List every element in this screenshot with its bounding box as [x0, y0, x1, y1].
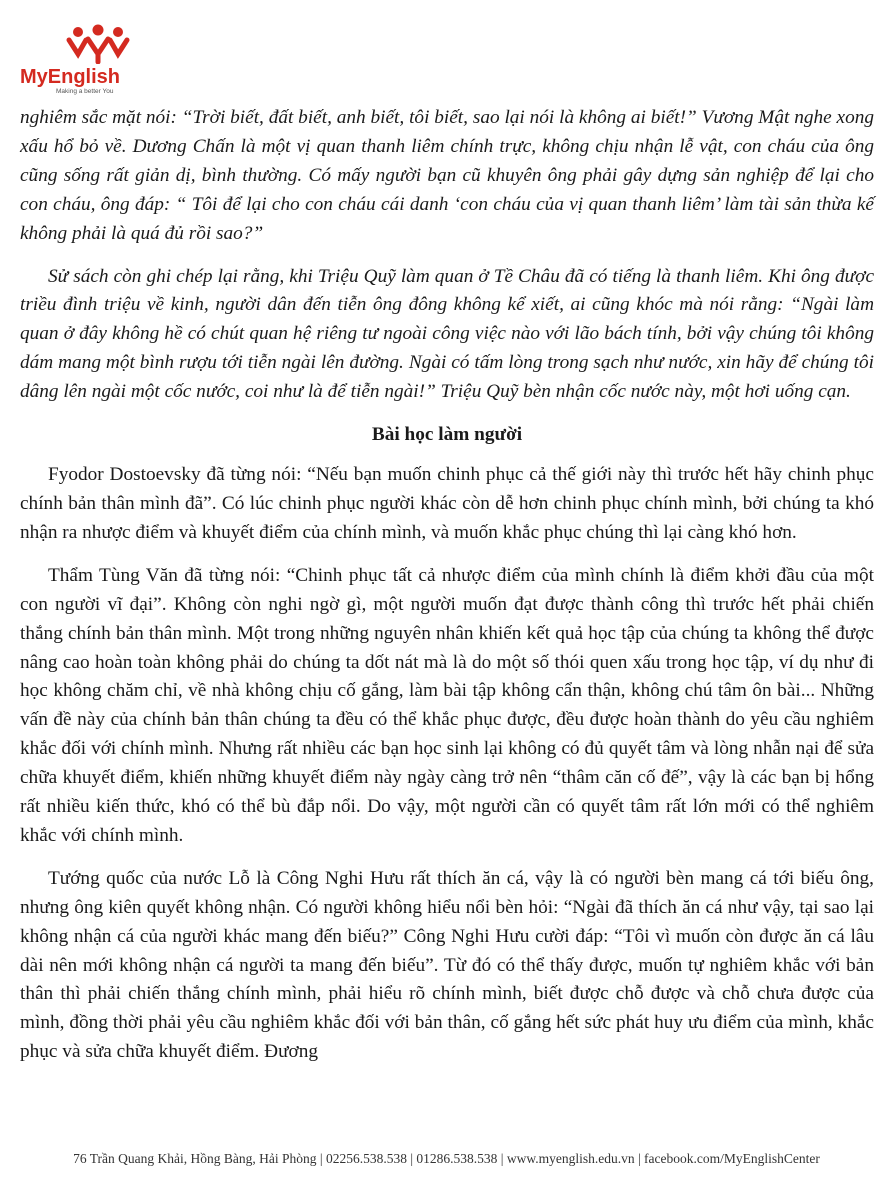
three-people-icon [66, 24, 130, 64]
paragraph-dostoevsky: Fyodor Dostoevsky đã từng nói: “Nếu bạn muốn chinh phục cả thế giới này thì trước hết hãy chinh phục chính bản thân mình đã”. Có lúc chinh phục người khác còn dễ hơn chinh phục chính mình, bởi chúng ta khó nhận ra nhược điểm và khuyết điểm của chính mình, và muốn khắc phục chúng thì lại càng khó hơn. [20, 464, 874, 543]
paragraph-trieu-quy: Sử sách còn ghi chép lại rằng, khi Triệu Quỹ làm quan ở Tề Châu đã có tiếng là thanh liêm. Khi ông được triều đình triệu về kinh, người dân đến tiễn ông đông không kể xiết, ai cũng khóc mà nói rằng: “Ngài làm quan ở đây không hề có chút quan hệ riêng tư ngoài công việc nào với lão bách tính, bởi vậy chúng tôi không dám mang một bình rượu tới tiễn ngài lên đường. Ngài có tấm lòng trong sạch như nước, xin hãy để chúng tôi dâng lên ngài một cốc nước, coi như là để tiễn ngài!” Triệu Quỹ bèn nhận cốc nước này, một hơi uống cạn. [20, 265, 874, 403]
page-footer: 76 Trần Quang Khải, Hồng Bàng, Hải Phòng | 02256.538.538 | 01286.538.538 | www.myenglish.edu.vn | facebook.com/MyEnglishCenter [73, 1151, 820, 1166]
header-logo [18, 14, 158, 94]
paragraph-cong-nghi-huu: Tướng quốc của nước Lỗ là Công Nghi Hưu rất thích ăn cá, vậy là có người bèn mang cá tới biếu ông, nhưng ông kiên quyết không nhận. Có người không hiểu nổi bèn hỏi: “Ngài đã thích ăn cá như vậy, tại sao lại không nhận cá của người khác mang đến biếu?” Công Nghi Hưu cười đáp: “Tôi vì muốn còn được ăn cá lâu dài nên mới không nhận cá người ta mang đến biếu”. Từ đó có thể thấy được, muốn tự nghiêm khắc với bản thân thì phải chiến thắng chính mình, phải hiểu rõ chính mình, biết được chỗ được và chỗ chưa được của mình, đồng thời phải yêu cầu nghiêm khắc đối với bản thân, cố gắng hết sức phát huy ưu điểm của mình, khắc phục và sửa chữa khuyết điểm. Đương [20, 867, 874, 1063]
document-body [20, 104, 874, 1081]
paragraph-duong-chan: nghiêm sắc mặt nói: “Trời biết, đất biết, anh biết, tôi biết, sao lại nói là không ai biết!” Vương Mật nghe xong xấu hổ bỏ về. Dương Chấn là một vị quan thanh liêm chính trực, không chịu nhận lễ vật, con cháu của ông cũng sống rất giản dị, bình thường. Có mấy người bạn cũ khuyên ông phải gây dựng sản nghiệp để lại cho con cháu, ông đáp: “ Tôi để lại cho con cháu cái danh ‘con cháu của vị quan thanh liêm’ làm tài sản thừa kế không phải là quá đủ rồi sao?” [20, 107, 874, 244]
paragraph-tham-tung-van: Thẩm Tùng Văn đã từng nói: “Chinh phục tất cả nhược điểm của mình chính là điểm khởi đầu của một con người vĩ đại”. Không còn nghi ngờ gì, một người muốn đạt được thành công thì trước hết phải chiến thắng chính bản thân mình. Một trong những nguyên nhân khiến kết quả học tập của chúng ta không thể được nâng cao hoàn toàn không phải do chúng ta dốt nát mà là do một số thói quen xấu trong học tập, ví dụ như đi học không chăm chỉ, về nhà không chịu cố gắng, làm bài tập không cẩn thận, không chú tâm ôn bài... Những vấn đề này của chính bản thân chúng ta đều có thể khắc phục được, đều được hoàn thành do yêu cầu nghiêm khắc đối với chính mình. Nhưng rất nhiều các bạn học sinh lại không có đủ quyết tâm và lòng nhẫn nại để sửa chữa khuyết điểm, khiến những khuyết điểm này ngày càng trở nên “thâm căn cố đế”, vậy là các bạn bị hổng rất nhiều kiến thức, khó có thể bù đắp nổi. Do vậy, một người cần có quyết tâm rất lớn mới có thể nghiêm khắc với chính mình. [20, 564, 874, 846]
brand-tagline: Making a better You [56, 88, 114, 95]
section-title: Bài học làm người [371, 424, 523, 446]
brand-name: MyEnglish [20, 66, 121, 88]
